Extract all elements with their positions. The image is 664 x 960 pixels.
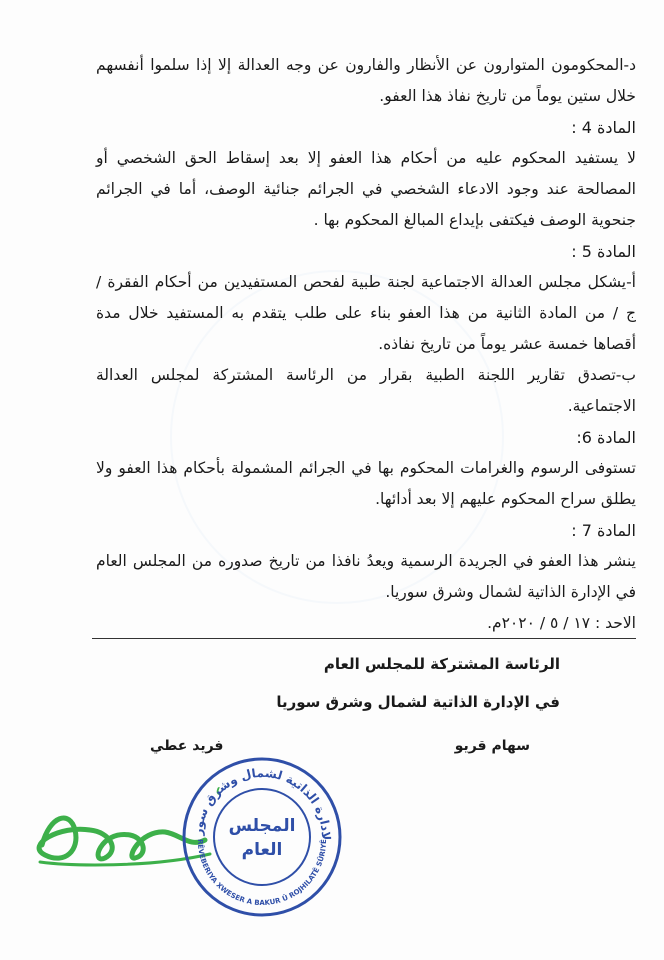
article-5-heading: المادة 5 : — [571, 242, 636, 261]
article-6-heading: المادة 6: — [576, 428, 636, 447]
signatory-name-left: فريد عطي — [150, 738, 224, 754]
article-4-heading: المادة 4 : — [571, 118, 636, 137]
article-5-b-text: ب-تصدق تقارير اللجنة الطبية بقرار من الرئاسة المشتركة لمجلس العدالة الاجتماعية. — [96, 366, 636, 415]
article-7-text: ينشر هذا العفو في الجريدة الرسمية ويعدُ نافذا من تاريخ صدوره من المجلس العام في الإدارة الذاتية لشمال وشرق سوريا. — [96, 552, 636, 601]
stamp-ring-arabic: لادارة الذاتية لشمال وشرق سور — [190, 765, 334, 841]
signatory-name-right: سهام قريو — [454, 738, 530, 754]
official-stamp — [180, 755, 345, 920]
article-6-text: تستوفى الرسوم والغرامات المحكوم بها في الجرائم المشمولة بأحكام هذا العفو ولا يطلق سراح المحكوم عليهم إلا بعد أدائها. — [96, 459, 636, 508]
signature-title-line1: الرئاسة المشتركة للمجلس العام — [323, 655, 560, 673]
document-date: الاحد : ١٧ / ٥ / ٢٠٢٠م. — [487, 614, 636, 632]
article-5-a-text: أ-يشكل مجلس العدالة الاجتماعية لجنة طبية لفحص المستفيدين من أحكام الفقرة / ج / من المادة الثانية من هذا العفو بناء على طلب يتقدم به المستفيد خلال مدة أقصاها خمسة عشر يوماً من تاريخ نفاذه. — [96, 273, 636, 353]
divider-line — [92, 638, 636, 639]
article-7-heading: المادة 7 : — [571, 521, 636, 540]
article-4-text: لا يستفيد المحكوم عليه من أحكام هذا العفو إلا بعد إسقاط الحق الشخصي أو المصالحة عند وجود الادعاء الشخصي في الجرائم جنائية الوصف، أما في الجرائم جنحوية الوصف فيكتفى بإيداع المبالغ المحكوم بها . — [96, 149, 636, 229]
stamp-center-line2: العام — [241, 840, 283, 860]
paragraph-d-fugitives: د-المحكومون المتوارون عن الأنظار والفارون عن وجه العدالة إلا إذا سلموا أنفسهم خلال ستين يوماً من تاريخ نفاذ هذا العفو. — [96, 56, 636, 105]
document-body — [96, 50, 636, 639]
signature-title-line2: في الإدارة الذاتية لشمال وشرق سوريا — [276, 693, 560, 711]
stamp-ring-latin: RÊVEBERIYA XWESER A BAKUR Û ROJHILATÊ SÛRIYÊ — [195, 839, 329, 908]
stamp-center-line1: المجلس — [228, 816, 296, 836]
signatory-names — [150, 738, 530, 754]
